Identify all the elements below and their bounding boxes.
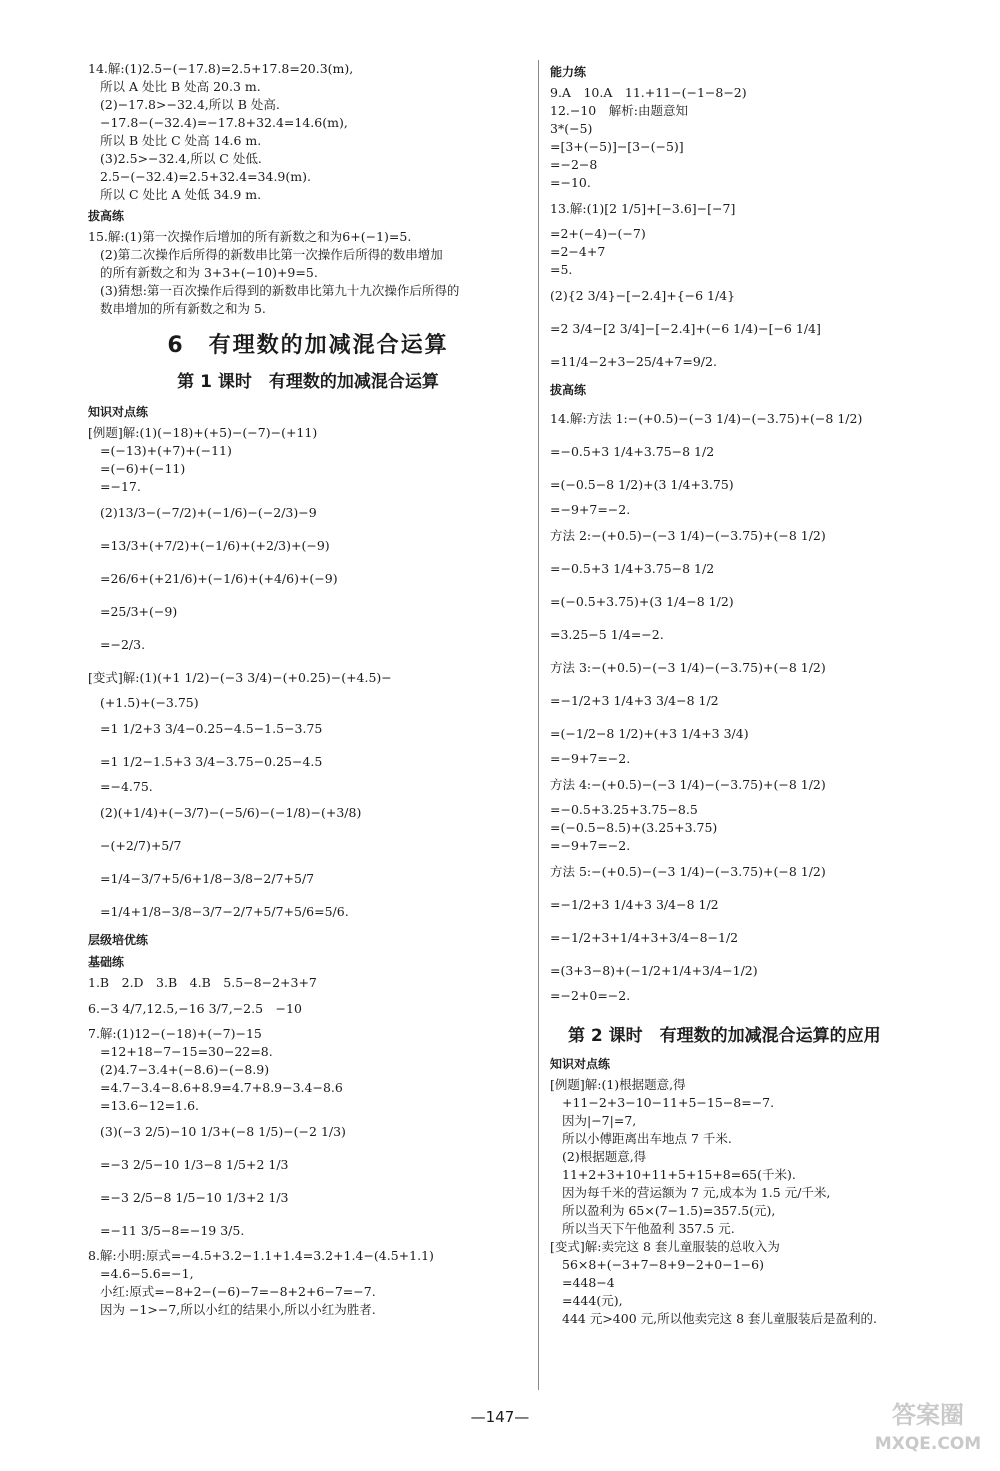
math-step: =(−0.5−8 1/2)+(3 1/4+3.75) bbox=[550, 477, 734, 492]
math-step: =1/4+1/8−3/8−3/7−2/7+5/7+5/6=5/6. bbox=[100, 904, 349, 919]
answer-line: −17.8−(−32.4)=−17.8+32.4=14.6(m), bbox=[100, 115, 348, 130]
answer-line: 的所有新数之和为 3+3+(−10)+9=5. bbox=[100, 265, 318, 280]
answer-line: 所以小傅距离出车地点 7 千米. bbox=[562, 1131, 732, 1146]
answer-line: =−9+7=−2. bbox=[550, 838, 631, 853]
lesson-title: 第 2 课时 有理数的加减混合运算的应用 bbox=[568, 1026, 881, 1046]
answer-line: =−0.5+3.25+3.75−8.5 bbox=[550, 802, 698, 817]
answer-line: 所以当天下午他盈利 357.5 元. bbox=[562, 1221, 735, 1236]
answer-line: 8.解:小明:原式=−4.5+3.2−1.1+1.4=3.2+1.4−(4.5+1.1) bbox=[88, 1248, 434, 1263]
math-step: =1 1/2−1.5+3 3/4−3.75−0.25−4.5 bbox=[100, 754, 323, 769]
answer-line: 数串增加的所有新数之和为 5. bbox=[100, 301, 266, 316]
answer-line: =(−6)+(−11) bbox=[100, 461, 186, 476]
math-step: =13/3+(+7/2)+(−1/6)+(+2/3)+(−9) bbox=[100, 538, 330, 553]
section-label: 能力练 bbox=[550, 65, 587, 79]
watermark-top-text: 答案圈 bbox=[892, 1401, 964, 1429]
answer-line: =5. bbox=[550, 262, 573, 277]
answer-line: [变式]解:卖完这 8 套儿童服装的总收入为 bbox=[550, 1239, 780, 1254]
math-step: [变式]解:(1)(+1 1/2)−(−3 3/4)−(+0.25)−(+4.5)− bbox=[88, 670, 392, 685]
answer-line: 所以 C 处比 A 处低 34.9 m. bbox=[100, 187, 262, 202]
section-label: 拔高练 bbox=[550, 383, 587, 397]
answer-line: 所以 B 处比 C 处高 14.6 m. bbox=[100, 133, 262, 148]
answer-line: 12.−10 解析:由题意知 bbox=[550, 103, 688, 118]
math-step: =−0.5+3 1/4+3.75−8 1/2 bbox=[550, 561, 715, 576]
math-step: 14.解:方法 1:−(+0.5)−(−3 1/4)−(−3.75)+(−8 1/2) bbox=[550, 411, 863, 426]
math-step: 6.−3 4/7,12.5,−16 3/7,−2.5 −10 bbox=[88, 1001, 302, 1016]
right-column bbox=[550, 60, 970, 1328]
answer-line: [例题]解:(1)根据题意,得 bbox=[550, 1077, 686, 1092]
answer-line: =−9+7=−2. bbox=[550, 751, 631, 766]
section-label: 知识对点练 bbox=[550, 1057, 611, 1071]
answer-line: =−2−8 bbox=[550, 157, 598, 172]
math-step: =25/3+(−9) bbox=[100, 604, 178, 619]
answer-line: =444(元), bbox=[562, 1293, 623, 1308]
answer-line: =4.7−3.4−8.6+8.9=4.7+8.9−3.4−8.6 bbox=[100, 1080, 343, 1095]
answer-line: 因为|−7|=7, bbox=[562, 1113, 637, 1128]
answer-line: [例题]解:(1)(−18)+(+5)−(−7)−(+11) bbox=[88, 425, 318, 440]
answer-line: (2)−17.8>−32.4,所以 B 处高. bbox=[100, 97, 280, 112]
math-step: 13.解:(1)[2 1/5]+[−3.6]−[−7] bbox=[550, 201, 736, 216]
math-step: (2)(+1/4)+(−3/7)−(−5/6)−(−1/8)−(+3/8) bbox=[100, 805, 362, 820]
chapter-title: 6 有理数的加减混合运算 bbox=[167, 333, 449, 358]
answer-line: (2)4.7−3.4+(−8.6)−(−8.9) bbox=[100, 1062, 270, 1077]
answer-line: =−4.75. bbox=[100, 779, 153, 794]
math-step: =26/6+(+21/6)+(−1/6)+(+4/6)+(−9) bbox=[100, 571, 338, 586]
answer-line: 所以 A 处比 B 处高 20.3 m. bbox=[100, 79, 261, 94]
math-step: =11/4−2+3−25/4+7=9/2. bbox=[550, 354, 717, 369]
answer-line: (3)2.5>−32.4,所以 C 处低. bbox=[100, 151, 262, 166]
answer-line: =(−13)+(+7)+(−11) bbox=[100, 443, 232, 458]
answer-line: 15.解:(1)第一次操作后增加的所有新数之和为6+(−1)=5. bbox=[88, 229, 412, 244]
answer-line: (3)猜想:第一百次操作后得到的新数串比第九十九次操作后所得的 bbox=[100, 283, 460, 298]
answer-line: 所以盈利为 65×(7−1.5)=357.5(元), bbox=[562, 1203, 776, 1218]
section-label: 知识对点练 bbox=[88, 405, 149, 419]
math-step: =1/4−3/7+5/6+1/8−3/8−2/7+5/7 bbox=[100, 871, 315, 886]
answer-line: =12+18−7−15=30−22=8. bbox=[100, 1044, 273, 1059]
math-step: (2)13/3−(−7/2)+(−1/6)−(−2/3)−9 bbox=[100, 505, 317, 520]
answer-line: =(−0.5−8.5)+(3.25+3.75) bbox=[550, 820, 718, 835]
answer-line: =448−4 bbox=[562, 1275, 615, 1290]
answer-line: (2)根据题意,得 bbox=[562, 1149, 647, 1164]
math-step: =−3 2/5−8 1/5−10 1/3+2 1/3 bbox=[100, 1190, 289, 1205]
math-step: (2){2 3/4}−[−2.4]+{−6 1/4} bbox=[550, 288, 736, 303]
math-step: =(−1/2−8 1/2)+(+3 1/4+3 3/4) bbox=[550, 726, 749, 741]
math-step: 方法 3:−(+0.5)−(−3 1/4)−(−3.75)+(−8 1/2) bbox=[550, 660, 826, 675]
math-step: =−11 3/5−8=−19 3/5. bbox=[100, 1223, 245, 1238]
math-step: =−1/2+3 1/4+3 3/4−8 1/2 bbox=[550, 693, 719, 708]
answer-line: +11−2+3−10−11+5−15−8=−7. bbox=[562, 1095, 775, 1110]
lesson-title: 第 1 课时 有理数的加减混合运算 bbox=[177, 372, 439, 392]
math-step: (3)(−3 2/5)−10 1/3+(−8 1/5)−(−2 1/3) bbox=[100, 1124, 346, 1139]
answer-line: =−17. bbox=[100, 479, 141, 494]
answer-line: 9.A 10.A 11.+11−(−1−8−2) bbox=[550, 85, 747, 100]
math-step: =1 1/2+3 3/4−0.25−4.5−1.5−3.75 bbox=[100, 721, 323, 736]
answer-line: 56×8+(−3+7−8+9−2+0−1−6) bbox=[562, 1257, 764, 1272]
column-divider bbox=[538, 60, 539, 1390]
math-step: =(−0.5+3.75)+(3 1/4−8 1/2) bbox=[550, 594, 734, 609]
answer-line: 7.解:(1)12−(−18)+(−7)−15 bbox=[88, 1026, 262, 1041]
answer-line: 2.5−(−32.4)=2.5+32.4=34.9(m). bbox=[100, 169, 311, 184]
answer-line: 1.B 2.D 3.B 4.B 5.5−8−2+3+7 bbox=[88, 975, 317, 990]
section-label: 基础练 bbox=[88, 955, 125, 969]
answer-line: =13.6−12=1.6. bbox=[100, 1098, 200, 1113]
answer-line: =2+(−4)−(−7) bbox=[550, 226, 646, 241]
answer-line: (+1.5)+(−3.75) bbox=[100, 695, 199, 710]
answer-line: =4.6−5.6=−1, bbox=[100, 1266, 194, 1281]
math-step: =−1/2+3 1/4+3 3/4−8 1/2 bbox=[550, 897, 719, 912]
math-step: 方法 2:−(+0.5)−(−3 1/4)−(−3.75)+(−8 1/2) bbox=[550, 528, 826, 543]
answer-line: =−9+7=−2. bbox=[550, 502, 631, 517]
math-step: =2 3/4−[2 3/4]−[−2.4]+(−6 1/4)−[−6 1/4] bbox=[550, 321, 821, 336]
math-step: 方法 5:−(+0.5)−(−3 1/4)−(−3.75)+(−8 1/2) bbox=[550, 864, 826, 879]
math-step: 方法 4:−(+0.5)−(−3 1/4)−(−3.75)+(−8 1/2) bbox=[550, 777, 826, 792]
watermark-bottom-text: MXQE.COM bbox=[874, 1434, 982, 1454]
math-step: =−1/2+3+1/4+3+3/4−8−1/2 bbox=[550, 930, 739, 945]
answer-line: 小红:原式=−8+2−(−6)−7=−8+2+6−7=−7. bbox=[100, 1284, 376, 1299]
answer-line: 444 元>400 元,所以他卖完这 8 套儿童服装后是盈利的. bbox=[562, 1311, 877, 1326]
answer-line: 因为 −1>−7,所以小红的结果小,所以小红为胜者. bbox=[100, 1302, 376, 1317]
section-label: 拔高练 bbox=[88, 209, 125, 223]
math-step: =(3+3−8)+(−1/2+1/4+3/4−1/2) bbox=[550, 963, 758, 978]
answer-line: =[3+(−5)]−[3−(−5)] bbox=[550, 139, 684, 154]
section-label: 层级培优练 bbox=[88, 933, 149, 947]
math-step: =3.25−5 1/4=−2. bbox=[550, 627, 664, 642]
math-step: =−3 2/5−10 1/3−8 1/5+2 1/3 bbox=[100, 1157, 289, 1172]
answer-line: (2)第二次操作后所得的新数串比第一次操作后所得的数串增加 bbox=[100, 247, 443, 262]
answer-line: 3*(−5) bbox=[550, 121, 593, 136]
math-step: −(+2/7)+5/7 bbox=[100, 838, 182, 853]
answer-line: 14.解:(1)2.5−(−17.8)=2.5+17.8=20.3(m), bbox=[88, 61, 354, 76]
answer-line: 因为每千米的营运额为 7 元,成本为 1.5 元/千米, bbox=[562, 1185, 831, 1200]
answer-line: =−10. bbox=[550, 175, 591, 190]
math-step: =−2/3. bbox=[100, 637, 146, 652]
left-column bbox=[88, 60, 528, 1319]
answer-line: =2−4+7 bbox=[550, 244, 606, 259]
answer-line: =−2+0=−2. bbox=[550, 988, 631, 1003]
answer-line: 11+2+3+10+11+5+15+8=65(千米). bbox=[562, 1167, 796, 1182]
math-step: =−0.5+3 1/4+3.75−8 1/2 bbox=[550, 444, 715, 459]
page-number: —147— bbox=[470, 1408, 530, 1426]
mxqe-watermark-logo bbox=[872, 1395, 984, 1457]
